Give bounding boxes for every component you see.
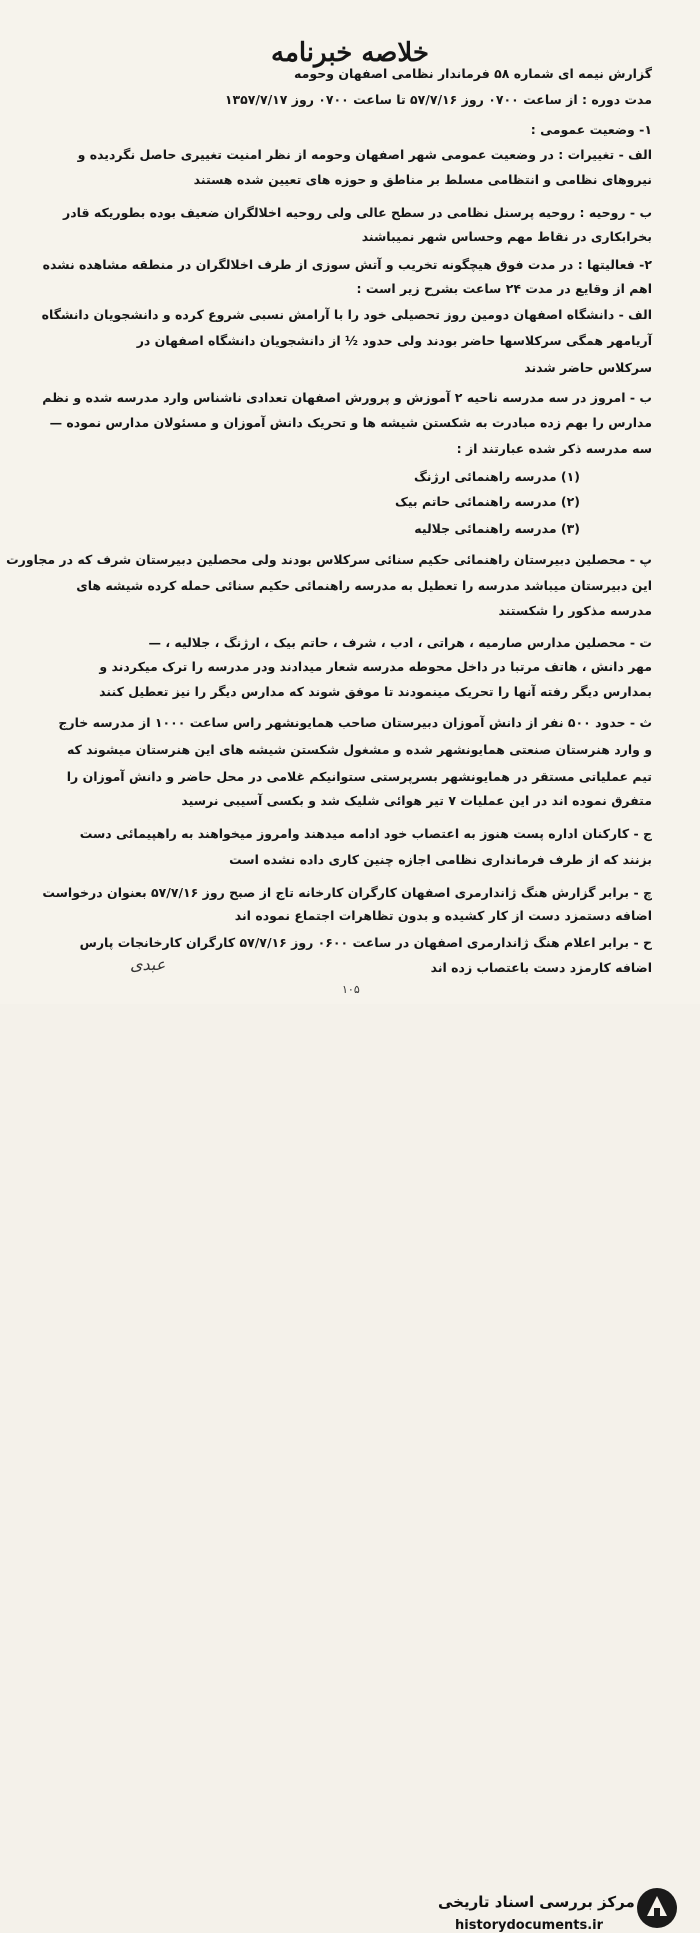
document-line: تیم عملیاتی مستقر در همایونشهر بسرپرستی ستوانیکم غلامی در محل حاضر و دانش آموزان را bbox=[66, 769, 652, 784]
document-line: بزنند که از طرف فرمانداری نظامی اجازه چنین کاری داده نشده است bbox=[229, 852, 652, 867]
document-line: ت - محصلین مدارس صارمیه ، هراتی ، ادب ، شرف ، حاتم بیک ، ارژنگ ، جلالیه ، — bbox=[148, 635, 652, 650]
document-title: خلاصه خبرنامه bbox=[271, 38, 429, 68]
document-line: آریامهر همگی سرکلاسها حاضر بودند ولی حدود ½ از دانشجویان دانشگاه اصفهان در bbox=[136, 333, 652, 348]
document-line: ب - امروز در سه مدرسه ناحیه ۲ آموزش و پرورش اصفهان تعدادی ناشناس وارد مدرسه شده و نظم bbox=[42, 390, 652, 405]
document-line: الف - دانشگاه اصفهان دومین روز تحصیلی خود را با آرامش نسبی شروع کرده و دانشجویان دانشگاه bbox=[41, 307, 652, 322]
report-period-line: مدت دوره : از ساعت ۰۷۰۰ روز ۵۷/۷/۱۶ تا ساعت ۰۷۰۰ روز ۱۳۵۷/۷/۱۷ bbox=[224, 92, 652, 107]
document-line: سه مدرسه ذکر شده عبارتند از : bbox=[456, 441, 652, 456]
document-line: ج - کارکنان اداره پست هنوز به اعتصاب خود ادامه میدهند وامروز میخواهند به راهپیمائی دست bbox=[79, 826, 652, 841]
document-line: مدارس را بهم زده مبادرت به شکستن شیشه ها و تحریک دانش آموزان و مسئولان مدارس نموده — bbox=[49, 415, 652, 430]
document-line: الف - تغییرات : در وضعیت عمومی شهر اصفهان وحومه از نظر امنیت تغییری حاصل نگردیده و bbox=[77, 147, 652, 162]
watermark bbox=[0, 940, 700, 1933]
document-line: سرکلاس حاضر شدند bbox=[524, 360, 652, 375]
document-line: مدرسه مذکور را شکستند bbox=[498, 603, 652, 618]
document-line: متفرق نموده اند در این عملیات ۷ تیر هوائی شلیک شد و بکسی آسیبی نرسید bbox=[181, 793, 652, 808]
handwritten-signature: عبدی bbox=[130, 955, 166, 974]
document-line: نیروهای نظامی و انتظامی مسلط بر مناطق و حوزه های تعیین شده هستند bbox=[193, 172, 652, 187]
document-line: ب - روحیه : روحیه پرسنل نظامی در سطح عالی ولی روحیه اخلالگران ضعیف بوده بطوریکه قادر bbox=[63, 205, 652, 220]
watermark-url: historydocuments.ir bbox=[455, 1918, 604, 1933]
document-line: ح - برابر اعلام هنگ ژاندارمری اصفهان در ساعت ۰۶۰۰ روز ۵۷/۷/۱۶ کارگران کارخانجات پارس bbox=[79, 935, 652, 950]
document-line: (۲) مدرسه راهنمائی حاتم بیک bbox=[395, 494, 580, 509]
document-line: این دبیرستان میباشد مدرسه را تعطیل به مدرسه راهنمائی حکیم سنائی حمله کرده شیشه های bbox=[76, 578, 652, 593]
document-line: ث - حدود ۵۰۰ نفر از دانش آموزان دبیرستان صاحب همایونشهر راس ساعت ۱۰۰۰ از مدرسه خارج bbox=[58, 715, 652, 730]
document-line: پ - محصلین دبیرستان راهنمائی حکیم سنائی سرکلاس بودند ولی محصلین دبیرستان شرف که در مجاورت bbox=[6, 552, 652, 567]
document-line: اهم از وقایع در مدت ۲۴ ساعت بشرح زیر است : bbox=[356, 281, 652, 296]
report-header-line: گزارش نیمه ای شماره ۵۸ فرماندار نظامی اصفهان وحومه bbox=[294, 66, 652, 81]
document-line: ۲- فعالیتها : در مدت فوق هیچگونه تخریب و آتش سوزی از طرف اخلالگران در منطقه مشاهده نشده bbox=[42, 257, 652, 272]
document-line: (۳) مدرسه راهنمائی جلالیه bbox=[414, 521, 580, 536]
document-line: مهر دانش ، هاتف مرتبا در داخل محوطه مدرسه شعار میدادند ودر مدرسه را ترک میکردند و bbox=[99, 659, 652, 674]
document-line: اضافه کارمزد دست باعتصاب زده اند bbox=[430, 960, 652, 975]
document-line: اضافه دستمزد دست از کار کشیده و بدون تظاهرات اجتماع نموده اند bbox=[234, 908, 652, 923]
archive-logo-icon bbox=[635, 1886, 679, 1930]
document-line: ۱- وضعیت عمومی : bbox=[530, 122, 652, 137]
document-line: بمدارس دیگر رفته آنها را تحریک مینمودند تا موفق شوند که مدارس دیگر را نیز تعطیل کنند bbox=[99, 684, 652, 699]
document-line: چ - برابر گزارش هنگ ژاندارمری اصفهان کارگران کارخانه تاج از صبح روز ۵۷/۷/۱۶ بعنوان درخواست bbox=[42, 885, 652, 900]
page-number: ۱۰۵ bbox=[342, 983, 360, 996]
document-line: بخرابکاری در نقاط مهم وحساس شهر نمیباشند bbox=[361, 229, 652, 244]
document-line: و وارد هنرستان صنعتی همایونشهر شده و مشغول شکستن شیشه های این هنرستان میشوند که bbox=[66, 742, 652, 757]
document-line: (۱) مدرسه راهنمائی ارژنگ bbox=[414, 469, 580, 484]
watermark-org-name: مرکز بررسی اسناد تاریخی bbox=[438, 1893, 635, 1911]
